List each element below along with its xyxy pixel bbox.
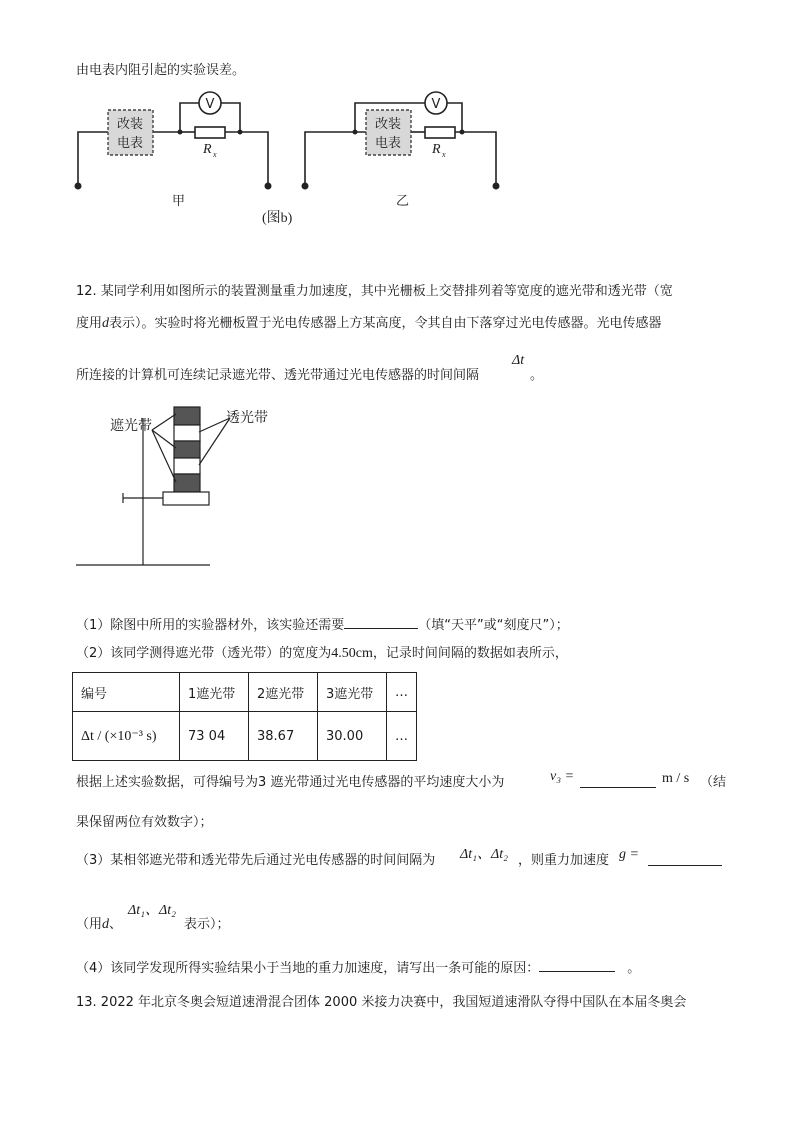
label-shading-band: 遮光带 [110,418,152,434]
resistor-right [425,127,455,138]
table-cell: 38.67 [249,712,318,761]
voltmeter-symbol: V [205,97,215,112]
label-transparent-band: 透光带 [226,410,268,426]
sub2-velocity: 根据上述实验数据，可得编号为3 遮光带通过光电传感器的平均速度大小为 [76,775,505,790]
sub3: （3）某相邻遮光带和透光带先后通过光电传感器的时间间隔为 [76,853,436,868]
meter-label-top: 改装 [116,117,144,132]
figure-caption: (图b) [262,211,293,226]
intro-text: 由电表内阻引起的实验误差。 [76,63,246,78]
g-symbol: g = [619,847,639,862]
note-start: （结 [700,775,727,790]
sub1: （1）除图中所用的实验器材外，该实验还需要 （填“天平”或“刻度尺”）； [76,615,569,635]
voltmeter-symbol: V [431,97,441,112]
data-table [72,672,417,761]
sub3-note-end: 表示）； [184,917,230,932]
delta-t-symbol: Δt [512,353,525,368]
q13-line1: 13. 2022 年北京冬奥会短道速滑混合团体 2000 米接力决赛中，我国短道速滑队夺得中国队在本届冬奥会 [76,995,687,1010]
table-cell: 1遮光带 [180,673,249,712]
resistor-label: R [432,142,441,157]
note-end: 果保留两位有效数字）； [76,815,213,830]
resistor-subscript: x [213,150,217,159]
table-cell: 编号 [73,673,180,712]
label-yi: 乙 [396,194,410,209]
delta-t-symbols: Δt₁、Δt₂ [460,847,508,862]
terminal [265,183,272,190]
table-cell: Δt / (×10⁻³ s) [73,712,180,761]
sub2: （2）该同学测得遮光带（透光带）的宽度为4.50cm，记录时间间隔的数据如表所示， [76,646,568,661]
label-jia: 甲 [172,194,186,209]
resistor-label: R [203,142,212,157]
resistor-left [195,127,225,138]
answer-blank-3 [648,852,722,866]
meter-label-bottom: 电表 [374,136,402,151]
unit-label: m / s [662,771,690,786]
q12-line3-end: 。 [530,368,544,383]
terminal [493,183,500,190]
v3-symbol: v₃ = [550,769,575,784]
table-cell: 3遮光带 [318,673,387,712]
table-cell: 73 04 [180,712,249,761]
answer-blank-2 [580,774,656,788]
terminal [302,183,309,190]
sub4: （4）该同学发现所得实验结果小于当地的重力加速度，请写出一条可能的原因： 。 [76,958,640,978]
table-cell: 30.00 [318,712,387,761]
delta-t-symbols: Δt₁、Δt₂ [128,903,176,918]
sub3-mid: ，则重力加速度 [518,853,610,868]
table-cell: … [387,712,417,761]
table-row [73,712,417,761]
grating-apparatus [76,407,268,565]
sub3-note: （用d、 [76,917,123,932]
q12-line3: 所连接的计算机可连续记录遮光带、透光带通过光电传感器的时间间隔 [76,368,480,383]
meter-label-bottom: 电表 [116,136,144,151]
table-cell: 2遮光带 [249,673,318,712]
q12-line2: 度用d表示）。实验时将光栅板置于光电传感器上方某高度，令其自由下落穿过光电传感器。光电传感器 [76,316,662,331]
meter-label-top: 改装 [374,117,402,132]
answer-blank-4 [539,958,615,972]
resistor-subscript: x [442,150,446,159]
terminal [75,183,82,190]
answer-blank-1 [344,615,418,629]
table-row [73,673,417,712]
table-cell: … [387,673,417,712]
q12-line1: 12. 某同学利用如图所示的装置测量重力加速度，其中光栅板上交替排列着等宽度的遮光带和透光带（宽 [76,284,673,299]
